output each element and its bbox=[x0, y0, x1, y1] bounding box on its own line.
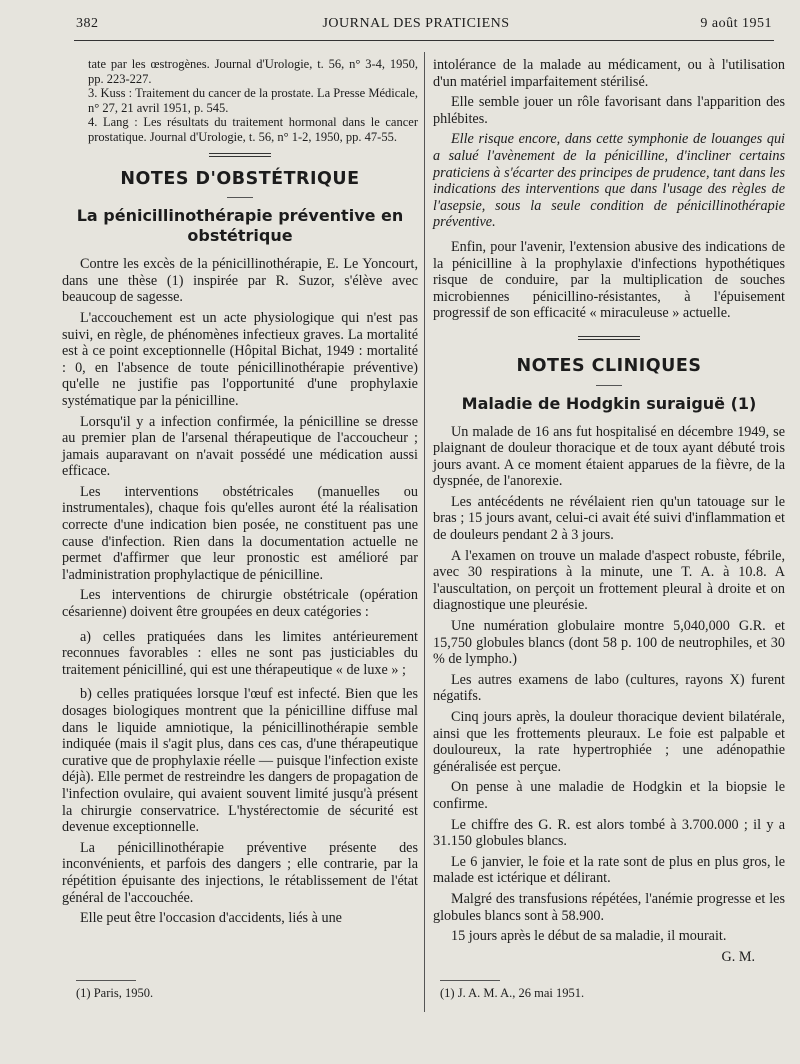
footnote-left: (1) Paris, 1950. bbox=[76, 986, 154, 1000]
left-column bbox=[62, 57, 418, 931]
heading-rule bbox=[596, 385, 622, 386]
paragraph: Les antécédents ne révélaient rien qu'un tatouage sur le bras ; 15 jours avant, celui-ci avait été suivi d'inflammation et de douleurs pendant 2 à 3 jours. bbox=[433, 493, 785, 544]
article-title-penicillin: La pénicillinothérapie préventive en obstétrique bbox=[76, 206, 404, 246]
paragraph: Contre les excès de la pénicillinothérapie, E. Le Yoncourt, dans une thèse (1) inspirée par R. Suzor, s'élève avec beaucoup de sagesse. bbox=[62, 256, 418, 306]
section-separator bbox=[578, 336, 640, 340]
article-title-hodgkin: Maladie de Hodgkin suraiguë (1) bbox=[461, 393, 757, 413]
paragraph: Elle peut être l'occasion d'accidents, liés à une bbox=[80, 910, 342, 927]
paragraph: La pénicillinothérapie préventive présente des inconvénients, et parfois des dangers ; elle contrarie, par la répétition épuisante des injections, le rétablissement de l'état général de l'accouchée. bbox=[62, 839, 418, 906]
column-divider bbox=[424, 52, 425, 1012]
reference-list bbox=[62, 57, 418, 145]
paragraph: Un malade de 16 ans fut hospitalisé en décembre 1949, se plaignant de douleur thoracique et de toux ayant débuté trois jours avant. A ce moment étaient apparues de la fièvre, de la dyspnée, de l'anorexie. bbox=[433, 423, 785, 490]
italic-paragraph: Elle risque encore, dans cette symphonie de louanges qui a salué l'avènement de la pénicilline, d'incliner certains praticiens à s'écarter des principes de prudence, tant dans les indications des interventions que dans l'usage des règles de l'asepsie, sous la seule condition de pénicillinothérapie préventive. bbox=[433, 131, 785, 231]
footnote-rule-right bbox=[440, 980, 500, 981]
reference-item: 4. Lang : Les résultats du traitement hormonal dans le cancer prostatique. Journal d'Urologie, t. 56, n° 1-2, 1950, pp. 47-55. bbox=[88, 115, 418, 144]
journal-title: JOURNAL DES PRATICIENS bbox=[322, 16, 510, 31]
section-heading-cliniques: NOTES CLINIQUES bbox=[516, 355, 702, 376]
paragraph: Le 6 janvier, le foie et la rate sont de plus en plus gros, le malade est ictérique et délirant. bbox=[433, 853, 785, 887]
paragraph: a) celles pratiquées dans les limites antérieurement reconnues favorables : elles ne sont pas justiciables du traitement pénicilliné, qui est une thérapeutique « de luxe » ; bbox=[62, 628, 418, 678]
paragraph: A l'examen on trouve un malade d'aspect robuste, fébrile, avec 30 respirations à la minute, une T. A. à 10.8. A l'auscultation, on perçoit un frottement pleural à droite et on diagnostique une pleurésie. bbox=[433, 547, 785, 614]
section-separator bbox=[209, 153, 271, 157]
paragraph: Les autres examens de labo (cultures, rayons X) furent négatifs. bbox=[433, 671, 785, 705]
reference-item: tate par les œstrogènes. Journal d'Urologie, t. 56, n° 3-4, 1950, pp. 223-227. bbox=[88, 57, 418, 86]
paragraph: L'accouchement est un acte physiologique qui n'est pas suivi, en règle, de phénomènes infectieux graves. La mortalité est à ce point exceptionnelle (Hôpital Bichat, 1949 : mortalité : 0, en l'absence de toute pénicillinothérapie préventive) qu'elle ne justifie pas l'opportunité d'une prophylaxie systématique par la pénicilline. bbox=[62, 309, 418, 409]
paragraph: Elle semble jouer un rôle favorisant dans l'apparition des phlébites. bbox=[433, 94, 785, 127]
paragraph: intolérance de la malade au médicament, ou à l'utilisation d'un matériel imparfaitement stérilisé. bbox=[433, 57, 785, 90]
paragraph: On pense à une maladie de Hodgkin et la biopsie le confirme. bbox=[433, 779, 785, 812]
header-rule bbox=[74, 40, 774, 41]
footnote-rule-left bbox=[76, 980, 136, 981]
paragraph: Enfin, pour l'avenir, l'extension abusive des indications de la pénicilline à la prophylaxie d'infections hypothétiques risque de conduire, par la multiplication de souches microbiennes pénicillino-résistantes, à l'épuisement progressif de son efficacité « miraculeuse » actuelle. bbox=[433, 238, 785, 322]
paragraph: Lorsqu'il y a infection confirmée, la pénicilline se dresse au premier plan de l'arsenal thérapeutique de l'accoucheur ; jamais auparavant on n'avait possédé une médication aussi efficace. bbox=[62, 413, 418, 480]
page-header bbox=[60, 14, 772, 34]
page-number: 382 bbox=[76, 16, 99, 31]
author-signature: G. M. bbox=[721, 948, 755, 965]
issue-date: 9 août 1951 bbox=[700, 16, 772, 31]
right-column bbox=[433, 57, 785, 965]
reference-item: 3. Kuss : Traitement du cancer de la prostate. La Presse Médicale, n° 27, 21 avril 1951, p. 545. bbox=[88, 86, 418, 115]
heading-rule bbox=[227, 197, 253, 198]
footnote-right: (1) J. A. M. A., 26 mai 1951. bbox=[440, 986, 585, 1000]
paragraph: Les interventions obstétricales (manuelles ou instrumentales), chaque fois qu'elles auront été la réalisation correcte d'une indication bien posée, ne constituent pas une cause d'infection. Rien dans la documentation actuelle ne permet d'affirmer que leur pronostic est amélioré par l'administration prophylactique de pénicilline. bbox=[62, 483, 418, 583]
paragraph: 15 jours après le début de sa maladie, il mourait. bbox=[451, 928, 727, 945]
section-heading-obstetrique: NOTES D'OBSTÉTRIQUE bbox=[120, 168, 360, 189]
paragraph: Cinq jours après, la douleur thoracique devient bilatérale, ainsi que les frottements pleuraux. Le foie est palpable et douloureux, la rate hypertrophiée ; une adénopathie généralisée est perçue. bbox=[433, 709, 785, 775]
paragraph: Le chiffre des G. R. est alors tombé à 3.700.000 ; il y a 31.150 globules blancs. bbox=[433, 816, 785, 850]
paragraph: Malgré des transfusions répétées, l'anémie progresse et les globules blancs sont à 58.900. bbox=[433, 890, 785, 924]
paragraph: Les interventions de chirurgie obstétricale (opération césarienne) doivent être groupées en deux catégories : bbox=[62, 587, 418, 621]
paragraph: b) celles pratiquées lorsque l'œuf est infecté. Bien que les dosages biologiques montrent que la pénicilline diffuse mal dans le liquide amniotique, la pénicillinothérapie semble indiquée (mais il s'agit plus, dans ces cas, d'une thérapeutique curative que de prophylaxie réelle — puisque l'infection existe déjà). Elle permet de restreindre les dangers de propagation de l'infection ovulaire, qui avaient souvent limité jusqu'à présent la chirurgie conservatrice. L'hystérectomie de sécurité est devenue exceptionnelle. bbox=[62, 686, 418, 836]
paragraph: Une numération globulaire montre 5,040,000 G.R. et 15,750 globules blancs (dont 58 p. 100 de neutrophiles, et 30 % de lympho.) bbox=[433, 618, 785, 668]
